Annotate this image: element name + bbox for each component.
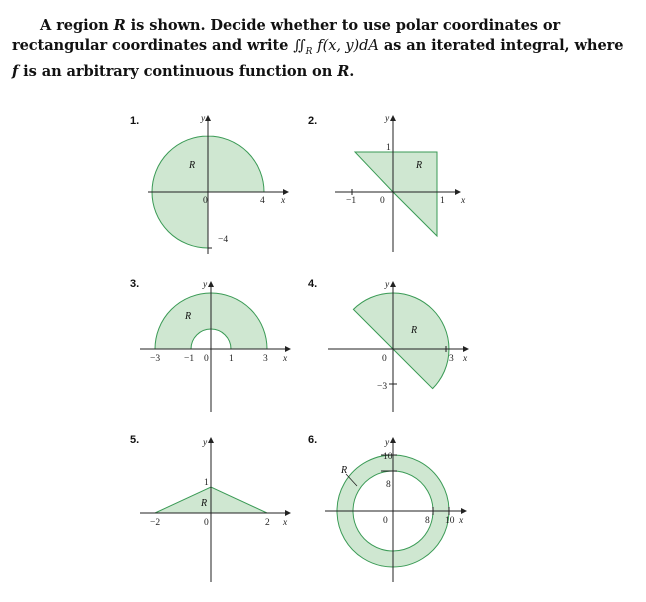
x-tick-label: 4 — [260, 196, 265, 206]
x-label: x — [281, 196, 286, 206]
figure-6 — [308, 434, 466, 582]
q-part4: is an arbitrary continuous function on — [23, 62, 333, 80]
x-label: x — [461, 196, 466, 206]
x-neg-label: −1 — [346, 196, 357, 206]
y-label: y — [203, 438, 208, 448]
q-part2: is shown. Decide whether to use polar coordinates or rectangular coordinates and write — [12, 17, 561, 54]
x-outer-label: 10 — [445, 516, 455, 526]
figure-4 — [308, 278, 468, 412]
figure-1 — [130, 114, 288, 254]
region-label: R — [185, 311, 192, 322]
q-var-r2: R — [337, 62, 350, 80]
y-label: y — [385, 114, 390, 124]
origin-label: 0 — [203, 196, 208, 206]
x-label: x — [283, 354, 288, 364]
y-label: y — [203, 280, 208, 290]
figure-2 — [308, 114, 466, 252]
figure-5 — [130, 434, 290, 582]
q-var-f: f — [12, 62, 19, 80]
x-pos-label: 2 — [265, 518, 270, 528]
x-neg-label: −2 — [150, 518, 161, 528]
region-label: R — [416, 160, 423, 171]
x-label: x — [463, 354, 468, 364]
region-label: R — [411, 325, 418, 336]
region-label: R — [189, 160, 196, 171]
y-tick-label: −3 — [377, 382, 388, 392]
y-inner-label: 8 — [386, 480, 391, 490]
y-label: y — [385, 280, 390, 290]
problem-number: 5. — [130, 434, 140, 446]
x-tick-label: −1 — [184, 354, 195, 364]
y-outer-label: 10 — [383, 452, 393, 462]
region-r — [355, 152, 437, 236]
y-label: y — [385, 438, 390, 448]
y-tick-label: 1 — [204, 478, 209, 488]
figure-3 — [130, 278, 290, 412]
x-label: x — [283, 518, 288, 528]
q-part1: A region — [40, 17, 109, 34]
origin-label: 0 — [382, 354, 387, 364]
problem-number: 3. — [130, 278, 140, 290]
problem-number: 4. — [308, 278, 318, 290]
region-label: R — [341, 465, 348, 476]
x-inner-label: 8 — [425, 516, 430, 526]
q-part3: as an iterated integral, where — [383, 36, 624, 54]
x-tick-label: 0 — [204, 354, 209, 364]
q-var-r: R — [113, 17, 126, 34]
x-tick-label: 3 — [449, 354, 454, 364]
problem-number: 6. — [308, 434, 318, 446]
problem-number: 2. — [308, 115, 318, 127]
region-r — [353, 293, 449, 389]
x-pos-label: 1 — [440, 196, 445, 206]
origin-label: 0 — [380, 196, 385, 206]
y-label: y — [201, 114, 206, 124]
q-integral-symbol: $∬_R$ — [293, 36, 313, 57]
origin-label: 0 — [383, 516, 388, 526]
x-label: x — [459, 516, 464, 526]
x-tick-label: 1 — [229, 354, 234, 364]
q-integrand: f(x, y)dA — [317, 36, 379, 54]
problem-number: 1. — [130, 115, 140, 127]
q-end: . — [349, 62, 355, 80]
origin-label: 0 — [204, 518, 209, 528]
x-tick-label: 3 — [263, 354, 268, 364]
x-tick-label: −3 — [150, 354, 161, 364]
region-label: R — [201, 498, 208, 509]
y-tick-label: 1 — [386, 143, 391, 153]
y-tick-label: −4 — [218, 235, 229, 245]
